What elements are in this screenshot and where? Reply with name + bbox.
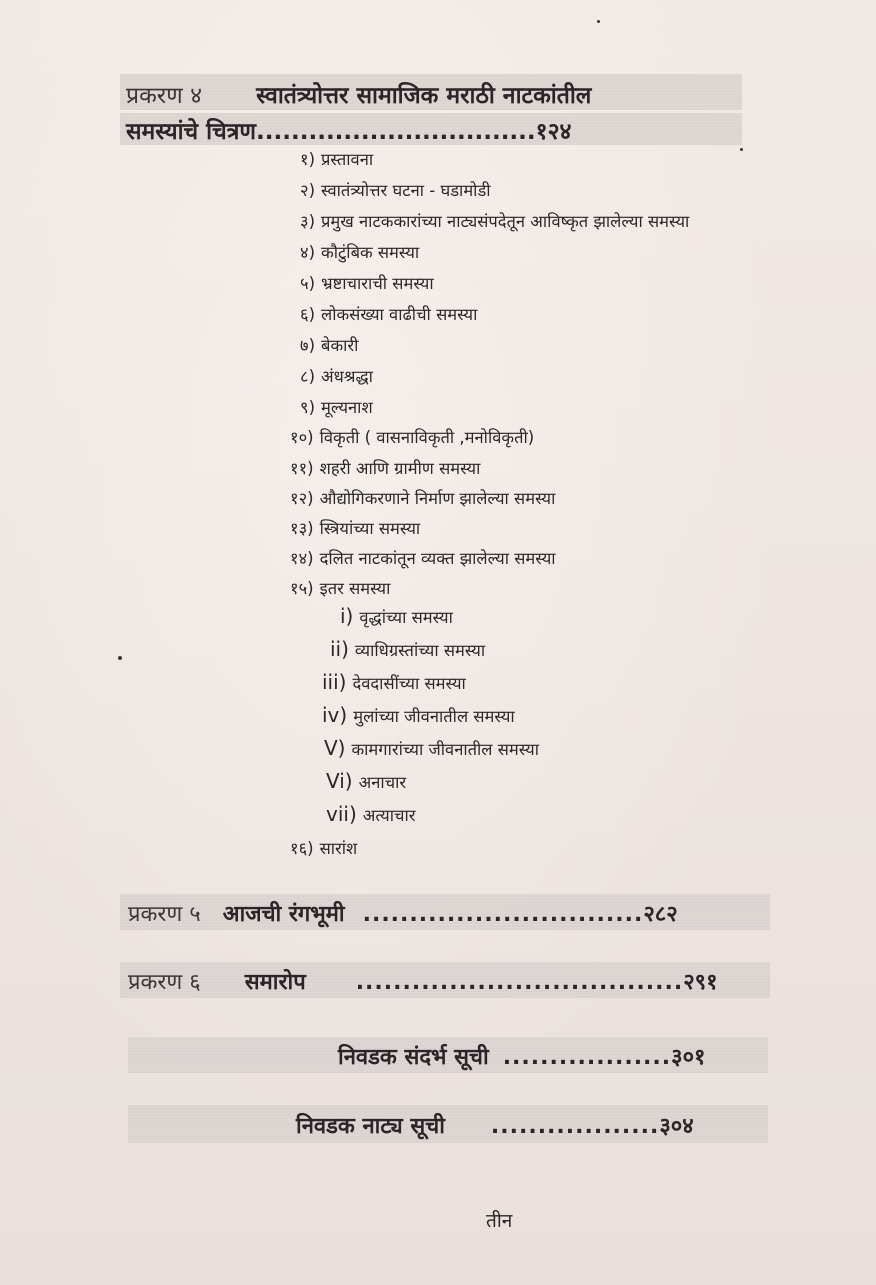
sub-list-item [340,604,453,628]
item-text: अंधश्रद्धा [321,367,373,386]
item-text: स्त्रियांच्या समस्या [319,519,421,538]
chapter6-dots: ................................... [355,970,684,995]
list-item [290,456,480,479]
chapter4-page: १२४ [535,119,572,145]
sub-item-number: Vi) [326,769,353,793]
plays-dots: .................. [490,1114,660,1139]
item-text: कौटुंबिक समस्या [321,243,420,262]
item-text: प्रमुख नाटककारांच्या नाट्यसंपदेतून आविष्कृत झालेल्या समस्या [321,212,690,231]
item-number: २) [300,181,316,200]
item-text: इतर समस्या [319,579,391,598]
scan-speck [597,20,600,23]
item-number: ११) [290,459,314,478]
bibliography-page: ३०१ [671,1045,706,1070]
chapter6-title: समारोप [244,970,306,995]
item-text: लोकसंख्या वाढीची समस्या [321,305,478,324]
scan-speck [118,656,122,660]
item-number: ८) [300,367,316,386]
chapter6-label: प्रकरण ६ [128,970,201,995]
item-number: ५) [300,274,316,293]
item-text: औद्योगिकरणाने निर्माण झालेल्या समस्या [319,489,556,508]
chapter4-dots: ................................ [256,119,536,145]
list-item [290,836,357,859]
sub-item-text: अत्याचार [362,806,416,825]
sub-item-text: मुलांच्या जीवनातील समस्या [353,707,515,726]
page-number-footer: तीन [486,1210,513,1232]
chapter4-heading-line1 [126,78,591,110]
list-item [290,425,534,448]
sub-list-item [324,736,539,760]
chapter4-title-line1: स्वातंत्र्योत्तर सामाजिक मराठी नाटकांतील [256,83,592,109]
item-text: भ्रष्टाचाराची समस्या [321,274,434,293]
list-item [300,240,419,263]
sub-item-number: iv) [322,703,348,727]
bibliography-title: निवडक संदर्भ सूची [338,1045,489,1070]
item-number: ७) [300,336,316,355]
chapter5-title: आजची रंगभूमी [222,902,345,927]
item-number: ३) [300,212,316,231]
item-text: प्रस्तावना [321,150,374,169]
item-text: दलित नाटकांतून व्यक्त झालेल्या समस्या [319,549,556,568]
chapter4-heading-line2 [126,114,572,146]
item-number: १०) [290,428,314,447]
list-item [300,209,689,232]
chapter5-page: २८२ [643,902,678,927]
list-item [300,147,373,170]
toc-entry-chapter5 [128,898,678,928]
item-number: १५) [290,579,314,598]
toc-entry-bibliography [338,1041,705,1071]
chapter6-page: २९१ [683,970,718,995]
sub-list-item [326,802,416,826]
plays-page: ३०४ [659,1114,694,1139]
item-number: १३) [290,519,314,538]
sub-list-item [322,703,515,727]
item-number: ९) [300,398,316,417]
chapter4-label: प्रकरण ४ [126,83,203,109]
item-text: स्वातंत्र्योत्तर घटना - घडामोडी [321,181,491,200]
chapter5-label: प्रकरण ५ [128,902,201,927]
sub-list-item [326,769,406,793]
item-number: १४) [290,549,314,568]
sub-item-number: vii) [326,802,357,826]
list-item [290,486,555,509]
list-item [300,271,434,294]
sub-item-number: iii) [322,670,347,694]
sub-item-number: V) [324,736,346,760]
item-text: सारांश [319,839,358,858]
list-item [300,364,373,387]
item-number: ४) [300,243,316,262]
item-text: मूल्यनाश [321,398,373,417]
toc-entry-chapter6 [128,966,718,996]
item-number: ६) [300,305,316,324]
item-text: शहरी आणि ग्रामीण समस्या [319,459,481,478]
list-item [290,546,556,569]
list-item [290,576,390,599]
list-item [300,395,373,418]
chapter4-title-line2: समस्यांचे चित्रण [126,119,257,145]
item-number: १) [300,150,316,169]
sub-item-text: अनाचार [358,773,407,792]
item-number: १६) [290,839,314,858]
sub-item-number: ii) [330,637,349,661]
chapter5-dots: .............................. [362,902,644,927]
sub-item-text: देवदासींच्या समस्या [352,674,466,693]
sub-item-number: i) [340,604,354,628]
sub-item-text: वृद्धांच्या समस्या [359,608,453,627]
item-text: विकृती ( वासनाविकृती ,मनोविकृती) [319,428,535,447]
list-item [300,178,491,201]
sub-item-text: व्याधिग्रस्तांच्या समस्या [354,641,486,660]
list-item [290,516,420,539]
sub-list-item [322,670,466,694]
sub-item-text: कामगारांच्या जीवनातील समस्या [351,740,540,759]
sub-list-item [330,637,485,661]
toc-entry-plays [296,1110,694,1140]
scan-speck [740,148,743,151]
item-text: बेकारी [321,336,359,355]
item-number: १२) [290,489,314,508]
bibliography-dots: .................. [502,1045,672,1070]
list-item [300,333,358,356]
list-item [300,302,477,325]
plays-title: निवडक नाट्य सूची [296,1114,445,1139]
